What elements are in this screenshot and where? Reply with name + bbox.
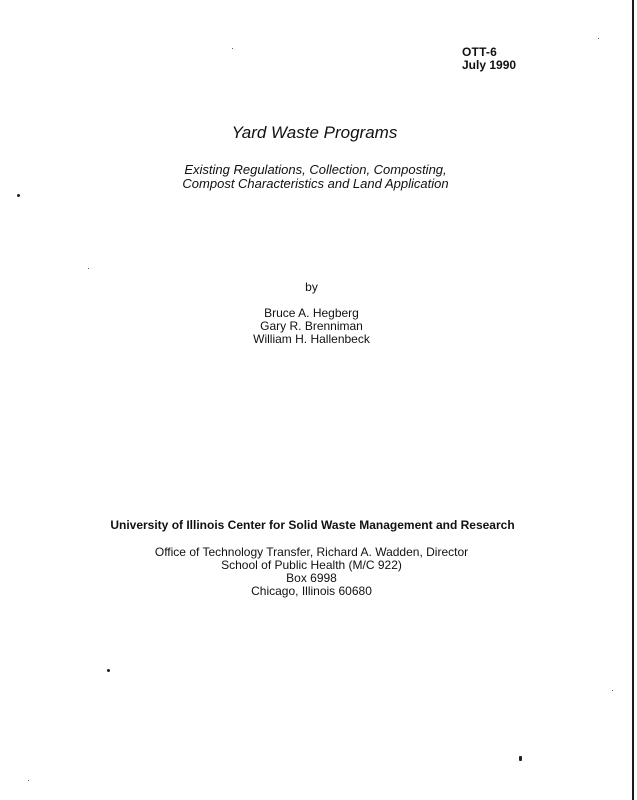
- scan-speck: [598, 38, 599, 39]
- scan-speck: [232, 48, 233, 49]
- scan-speck: [519, 756, 522, 761]
- document-id: OTT-6: [462, 45, 498, 59]
- scan-speck: [612, 690, 613, 691]
- scan-speck: [28, 780, 29, 781]
- scan-speck: [88, 268, 89, 269]
- page-edge-border: [632, 0, 634, 800]
- address-line-4-text: Chicago, Illinois 60680: [251, 584, 372, 598]
- address-line-2-text: School of Public Health (M/C 922): [221, 558, 402, 572]
- document-title: [0, 123, 637, 143]
- document-date: July 1990: [462, 58, 517, 72]
- address-line-1-text: Office of Technology Transfer, Richard A. Wadden, Director: [154, 545, 469, 559]
- byline-by: [0, 281, 637, 294]
- scan-speck: [107, 669, 110, 672]
- scan-speck: [17, 194, 20, 197]
- subtitle-line-1-text: Existing Regulations, Collection, Composting,: [184, 162, 447, 177]
- author-3: [0, 333, 637, 346]
- address-line-3-text: Box 6998: [286, 571, 337, 585]
- address-line-4: [0, 585, 637, 598]
- subtitle-line-2: [0, 177, 637, 191]
- byline-by-text: by: [305, 280, 318, 294]
- author-3-name: William H. Hallenbeck: [253, 332, 370, 346]
- author-2-name: Gary R. Brenniman: [260, 319, 363, 333]
- institution-name: [0, 519, 637, 532]
- institution-name-text: University of Illinois Center for Solid Waste Management and Research: [110, 518, 515, 532]
- subtitle-line-1: [0, 163, 637, 177]
- author-1-name: Bruce A. Hegberg: [264, 306, 359, 320]
- subtitle-line-2-text: Compost Characteristics and Land Application: [182, 176, 449, 191]
- document-title-text: Yard Waste Programs: [231, 123, 398, 142]
